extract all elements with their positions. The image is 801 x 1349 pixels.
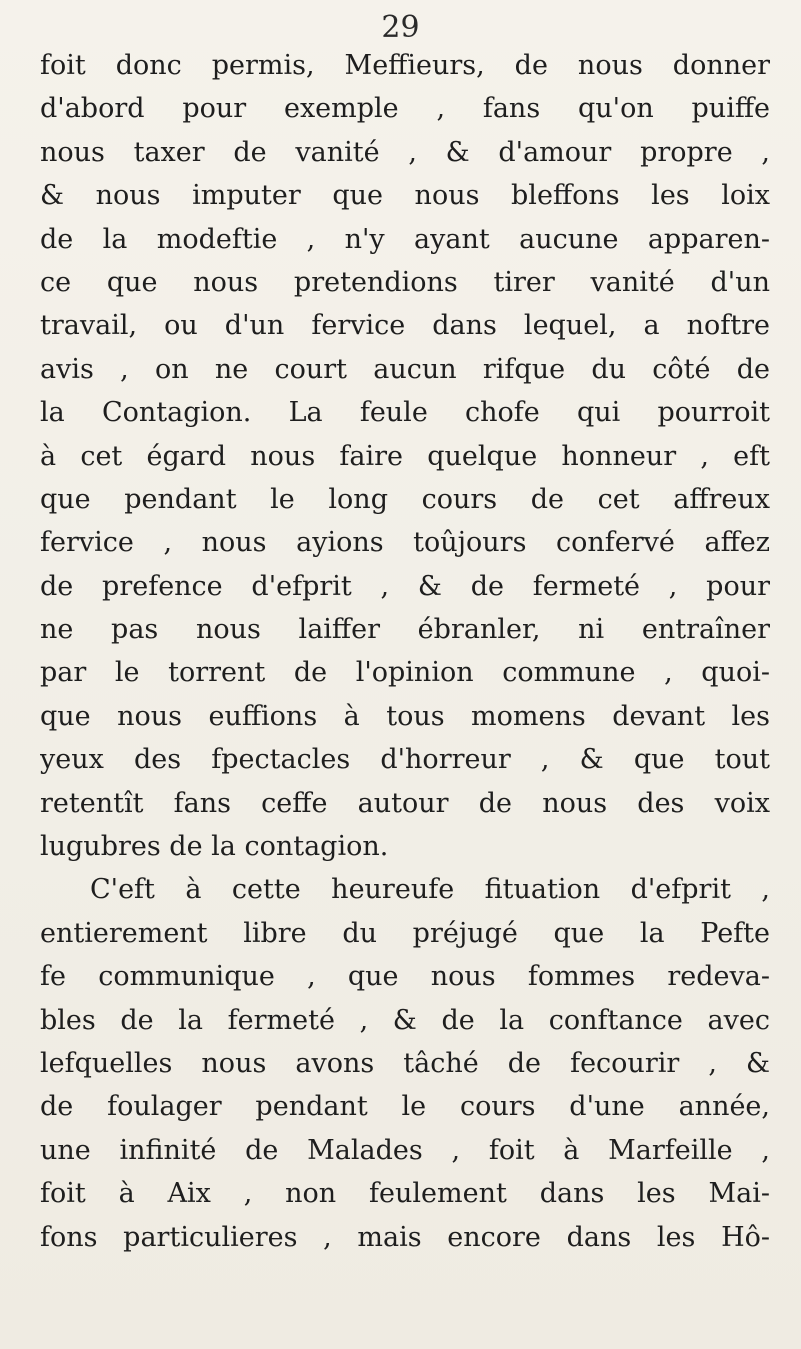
text-line: lefquelles nous avons tâché de fecourir , & xyxy=(40,1047,770,1079)
text-line: d'abord pour exemple , fans qu'on puiffe xyxy=(40,93,770,125)
text-line: nous taxer de vanité , & d'amour propre , xyxy=(40,136,770,168)
text-line: une infinité de Malades , foit à Marfeille , xyxy=(40,1134,770,1166)
text-line: yeux des fpectacles d'horreur , & que tout xyxy=(40,744,770,776)
paragraph-start-line: C'eft à cette heureufe fituation d'efprit , xyxy=(90,874,770,906)
text-line: bles de la fermeté , & de la conftance avec xyxy=(40,1004,770,1036)
text-line: ne pas nous laiffer ébranler, ni entraîner xyxy=(40,614,770,646)
text-line: & nous imputer que nous bleffons les loix xyxy=(40,180,770,212)
text-line: de prefence d'efprit , & de fermeté , pour xyxy=(40,570,770,602)
text-line: foit donc permis, Meffieurs, de nous donner xyxy=(40,50,770,81)
text-line: de la modeftie , n'y ayant aucune apparen- xyxy=(40,223,770,255)
text-line: par le torrent de l'opinion commune , quoi- xyxy=(40,657,770,689)
text-line: que nous euffions à tous momens devant les xyxy=(40,700,770,732)
text-line: ce que nous pretendions tirer vanité d'un xyxy=(40,266,770,298)
text-line: de foulager pendant le cours d'une année, xyxy=(40,1091,770,1123)
text-line: à cet égard nous faire quelque honneur , eft xyxy=(40,440,770,472)
body-text xyxy=(40,44,770,1259)
text-line: fervice , nous ayions toûjours confervé affez xyxy=(40,527,770,559)
text-line: retentît fans ceffe autour de nous des voix xyxy=(40,787,770,819)
text-line: fons particulieres , mais encore dans les Hô- xyxy=(40,1221,770,1253)
text-line: travail, ou d'un fervice dans lequel, a noftre xyxy=(40,310,770,342)
text-line: que pendant le long cours de cet affreux xyxy=(40,483,770,515)
text-line: fe communique , que nous fommes redeva- xyxy=(40,961,770,993)
text-line: foit à Aix , non feulement dans les Mai- xyxy=(40,1178,770,1210)
text-line: la Contagion. La feule chofe qui pourroit xyxy=(40,397,770,429)
page-number: 29 xyxy=(381,10,420,45)
text-line: entierement libre du préjugé que la Pefte xyxy=(40,917,770,949)
paragraph-end-line: lugubres de la contagion. xyxy=(40,831,389,863)
text-line: avis , on ne court aucun rifque du côté de xyxy=(40,353,770,385)
